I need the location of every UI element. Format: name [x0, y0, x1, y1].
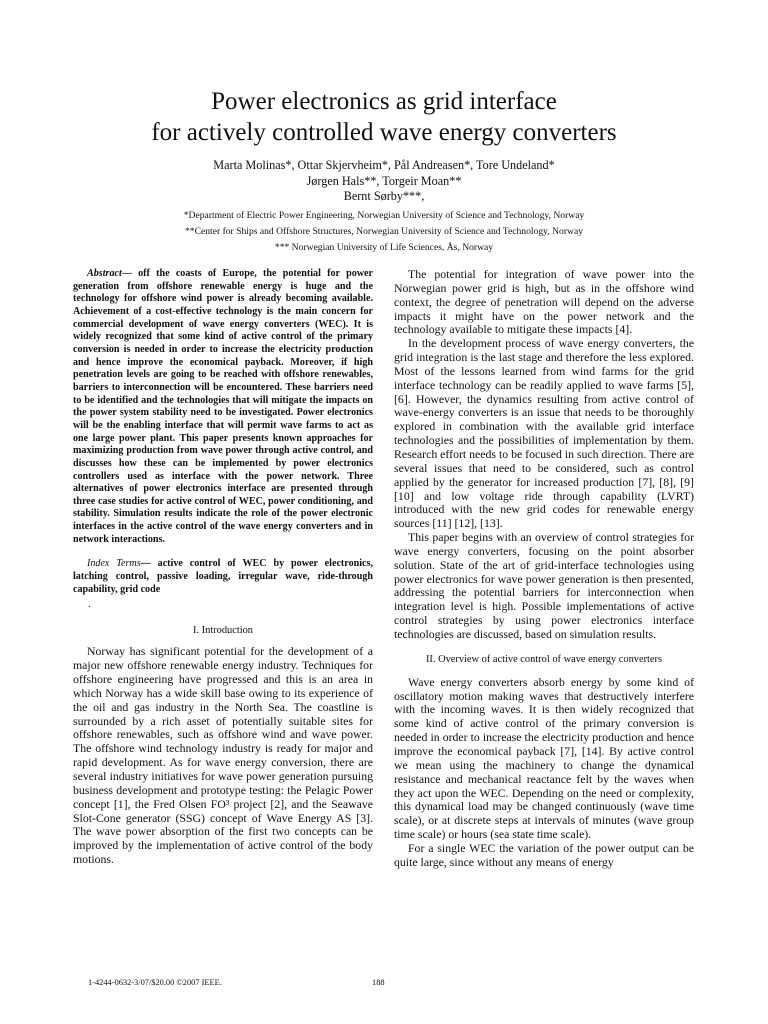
right-paragraph-3: This paper begins with an overview of control strategies for wave energy converters, focusing on the point absorber solution. State of the art of grid-interface technologies using power electronics for wave power generation is then presented, addressing the potential barriers for interconnection when integration level is high. Possible implementations of active control strategies by using power electronics interface technologies are discussed, based on simulation results.	[394, 530, 694, 641]
section-heading-introduction: I. Introduction	[192, 625, 254, 637]
author-list	[0, 158, 768, 205]
section-heading-overview: II. Overview of active control of wave energy converters	[425, 653, 663, 665]
title-line-2: for actively controlled wave energy converters	[151, 119, 617, 146]
right-paragraph-2: In the development process of wave energy converters, the grid integration is the last stage and therefore the less explored. Most of the lessons learned from wind farms for the grid interface technology can be readily applied to wave farms [5], [6]. However, the dynamics resulting from active control of wave-energy converters is an issue that needs to be thoroughly explored in combination with the available grid interface technologies and the possibilities of implementation by them. Research effort needs to be focused in such direction. There are several issues that need to be considered, such as control applied by the generator for increased production [7], [8], [9] [10] and low voltage ride through capability (LVRT) introduced with the new grid codes for renewable energy sources [11] [12], [13].	[394, 336, 694, 531]
affiliations	[0, 208, 768, 256]
authors-line-3: Bernt Sørby***,	[343, 189, 425, 203]
affiliation-2: **Center for Ships and Offshore Structures, Norwegian University of Science and Technology, Norway	[185, 226, 583, 237]
index-terms	[73, 558, 373, 596]
paper-title	[0, 86, 768, 148]
abstract	[73, 268, 373, 546]
intro-paragraph: Norway has significant potential for the development of a major new offshore renewable energy industry. Techniques for offshore engineering have progressed and this is an area in which Norway has a wide skill base owing to its experience of the oil and gas industry in the North Sea. The coastline is surrounded by a rich asset of potentially suitable sites for offshore renewables, such as offshore wind and wave power. The offshore wind technology industry is ready for major and rapid development. As for wave energy conversion, there are several industry initiatives for wave power generation pursuing business development and prototype testing: the Pelagic Power concept [1], the Fred Olsen FO³ project [2], and the Seawave Slot-Cone generator (SSG) concept of Wave Energy AS [3]. The wave power absorption of the first two concepts can be improved by the implementation of active control of the body motions.	[73, 644, 373, 867]
title-line-1: Power electronics as grid interface	[211, 88, 557, 115]
index-terms-text: — active control of WEC by power electronics, latching control, passive loading, irregular wave, ride-through capability, grid code	[73, 558, 373, 595]
left-column	[73, 268, 373, 867]
authors-line-1: Marta Molinas*, Ottar Skjervheim*, Pål Andreasen*, Tore Undeland*	[213, 158, 555, 172]
right-paragraph-5: For a single WEC the variation of the power output can be quite large, since without any means of energy	[394, 840, 694, 869]
right-paragraph-4: Wave energy converters absorb energy by some kind of oscillatory motion making waves that destructively interfere with the incoming waves. It is then widely recognized that some kind of active control of the primary conversion is needed in order to increase the electricity production and hence improve the economical payback [7], [14]. By active control we mean using the machinery to change the dynamical resistance and mechanical reactance felt by the waves when they act upon the WEC. Depending on the need or complexity, this dynamical load may be changed continuously (wave time scale), or at discrete steps at intervals of minutes (wave group time scale) or hours (sea state time scale).	[394, 674, 694, 842]
authors-line-2: Jørgen Hals**, Torgeir Moan**	[306, 173, 462, 188]
right-paragraph-1: The potential for integration of wave power into the Norwegian power grid is high, but as in the offshore wind context, the degree of penetration will depend on the adverse impacts it might have on the power network and the technology available to mitigate these impacts [4].	[394, 267, 694, 337]
index-terms-lead: Index Terms	[87, 558, 141, 570]
abstract-lead: Abstract	[87, 268, 122, 279]
right-column	[394, 268, 694, 870]
affiliation-3: *** Norwegian University of Life Sciences, Ås, Norway	[274, 242, 494, 253]
abstract-text: — off the coasts of Europe, the potential for power generation from offshore renewable energy is huge and the technology for offshore wind power is already becoming available. Achievement of a cost-effective technology is the main concern for commercial development of wave energy converters (WEC). It is widely recognized that some kind of active control of the primary conversion is needed in order to increase the electricity production and hence improve the economical payback. Moreover, if high penetration levels are going to be reached with offshore renewables, barriers to interconnection will be encountered. These barriers need to be identified and the technologies that will mitigate the impacts on the power system stability need to be investigated. Power electronics will be the enabling interface that will permit wave farms to act as one large power plant. This paper presents known approaches for maximizing production from wave power through active control, and discusses how these can be implemented by power electronics controllers used as interface with the power network. Three alternatives of power electronics interface are presented through three case studies for active control of WEC, power conditioning, and stability. Simulation results indicate the role of the power electronic interfaces in the active control of the wave energy converters and in network interactions.	[73, 268, 373, 545]
affiliation-1: *Department of Electric Power Engineering, Norwegian University of Science and Technology, Norway	[183, 210, 585, 221]
footer-copyright: 1-4244-0632-3/07/$20.00 ©2007 IEEE.	[88, 978, 222, 987]
page-number: 188	[372, 978, 385, 987]
stray-dot: .	[88, 599, 91, 611]
